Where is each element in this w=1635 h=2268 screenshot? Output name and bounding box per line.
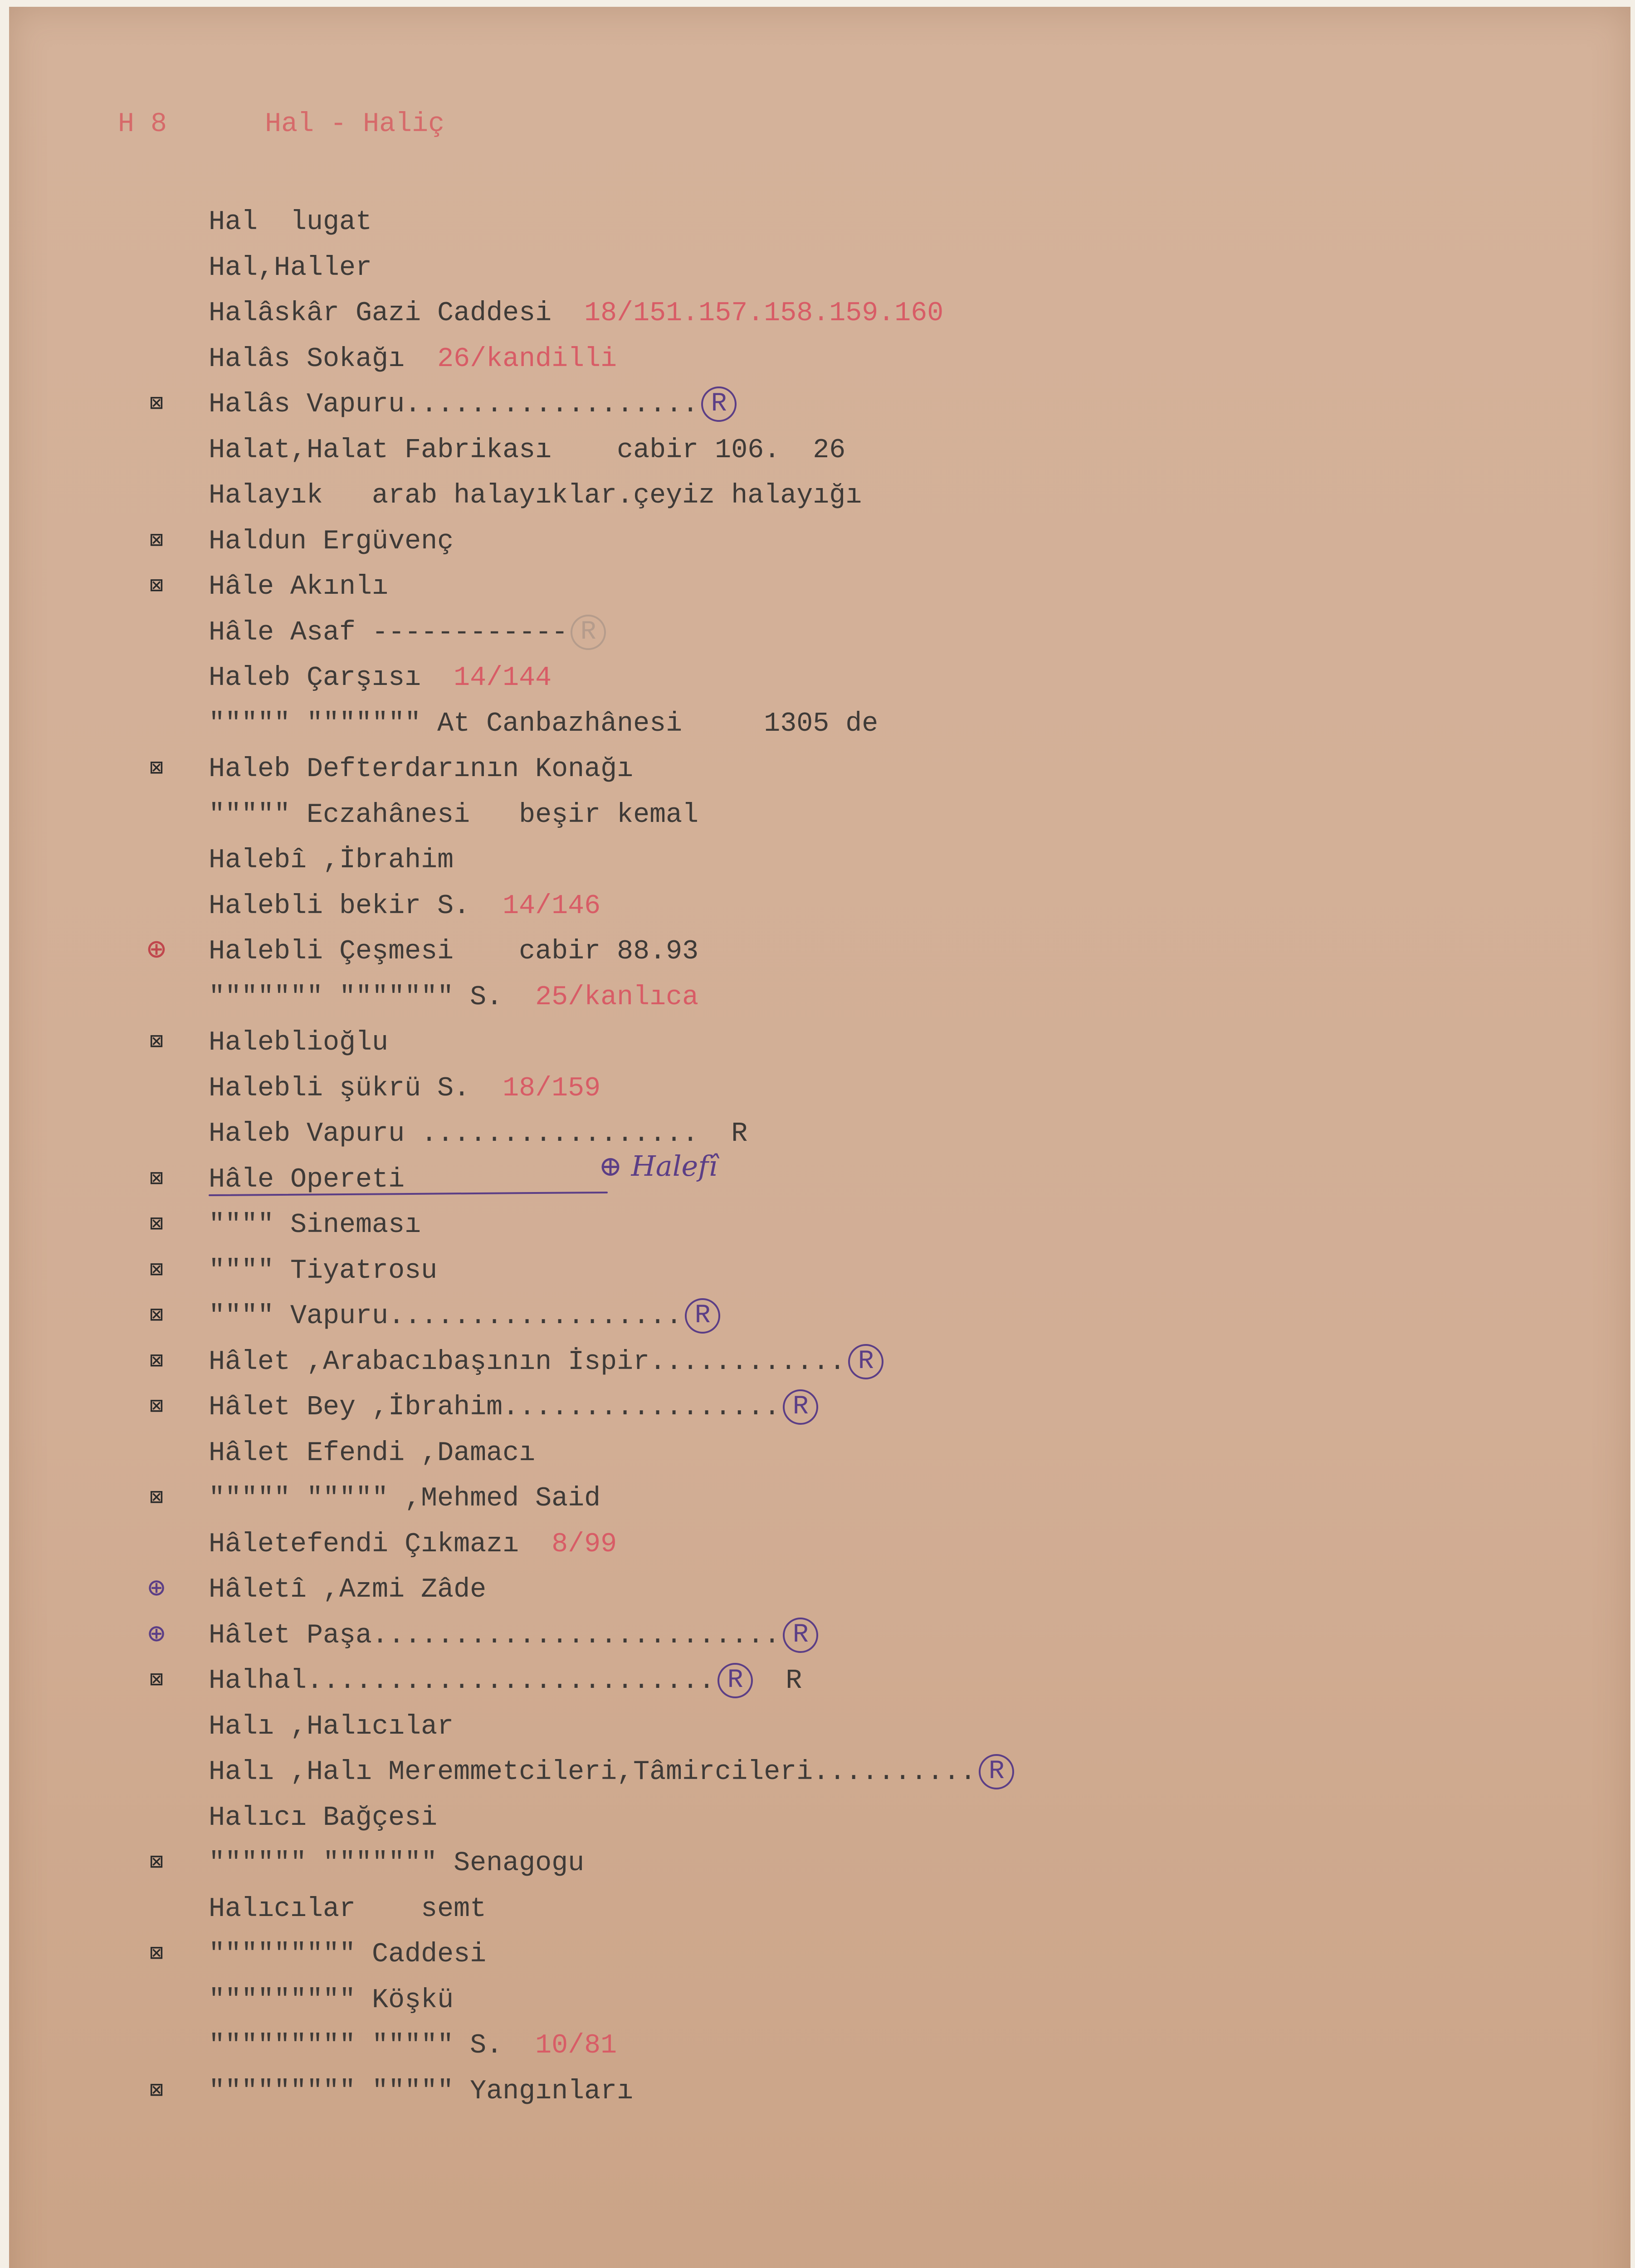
cross-circle-icon: ⊕ <box>147 1619 166 1652</box>
entry-row <box>9 1385 1630 1431</box>
entry-row <box>9 1294 1630 1339</box>
entry-text-line <box>209 1339 883 1385</box>
entry-row <box>9 1149 1630 1203</box>
card-header <box>118 109 444 140</box>
entry-row <box>9 1066 1630 1112</box>
box-mark-icon: ⊠ <box>149 1941 164 1967</box>
entry-text: Halıcı Bağçesi <box>209 1802 438 1833</box>
box-mark-icon: ⊠ <box>149 756 164 782</box>
entry-text: """"""""" """"" S. <box>209 2030 503 2061</box>
entry-text-line <box>209 2023 617 2069</box>
r-stamp-icon: R <box>717 1663 753 1698</box>
entry-text: """" Vapuru.................. <box>209 1301 683 1332</box>
entry-row <box>9 975 1630 1021</box>
entry-text: Halıcılar semt <box>209 1893 487 1925</box>
box-mark-icon: ⊠ <box>149 1394 164 1420</box>
entry-text: Halı ,Halıcılar <box>209 1711 454 1742</box>
entry-text-line <box>209 792 698 838</box>
entry-text-line <box>209 884 600 929</box>
entry-text-line <box>209 1978 454 2024</box>
red-cross-circle-icon: ⊕ <box>146 934 166 969</box>
reference-number: 14/144 <box>454 663 552 694</box>
box-mark-icon: ⊠ <box>149 1850 164 1876</box>
entry-row <box>9 1932 1630 1978</box>
entry-row <box>9 519 1630 565</box>
entry-row <box>9 838 1630 884</box>
r-stamp-icon: R <box>848 1344 883 1379</box>
entry-row <box>9 1795 1630 1841</box>
entry-row <box>9 747 1630 792</box>
entry-text-line <box>209 1567 486 1613</box>
entry-text-line <box>209 1522 617 1568</box>
box-mark-icon: ⊠ <box>149 391 164 417</box>
entry-text: """"""" """"""" S. <box>209 982 503 1013</box>
entry-text: Halebî ,İbrahim <box>209 845 454 876</box>
entry-text-line <box>209 564 388 610</box>
entry-text-line <box>209 1202 421 1248</box>
entry-text: Halayık arab halayıklar.çeyiz halayığı <box>209 480 862 511</box>
box-mark-icon: ⊠ <box>149 1212 164 1238</box>
entry-text: Halhal......................... <box>209 1666 715 1696</box>
entry-text-line <box>209 473 862 519</box>
entry-text-line <box>209 1020 388 1066</box>
entry-text: Hâlet Paşa......................... <box>209 1620 781 1651</box>
entry-text: Halâskâr Gazi Caddesi <box>209 298 552 329</box>
r-stamp-icon: R <box>979 1754 1014 1789</box>
entry-row <box>9 1339 1630 1385</box>
entry-text-line <box>209 1887 486 1932</box>
entry-text-line <box>209 1932 486 1978</box>
entry-text-line <box>209 975 698 1021</box>
entry-text: Hâlet ,Arabacıbaşının İspir............ <box>209 1346 846 1378</box>
entry-text: """" Tiyatrosu <box>209 1255 438 1286</box>
card-code: H 8 <box>118 109 167 140</box>
entry-text: Hal,Haller <box>209 252 372 284</box>
entry-text: Haleb Çarşısı <box>209 663 421 694</box>
entry-text-line <box>209 1385 818 1431</box>
cross-circle-icon: ⊕ <box>147 1574 166 1606</box>
entry-row <box>9 382 1630 428</box>
entry-text-line <box>209 929 698 975</box>
entry-row <box>9 1476 1630 1522</box>
box-mark-icon: ⊠ <box>149 1349 164 1375</box>
entry-row <box>9 337 1630 382</box>
entry-text-line <box>209 1476 600 1522</box>
reference-number: 18/159 <box>503 1073 601 1104</box>
entry-row <box>9 929 1630 975</box>
entry-text: Haleb Defterdarının Konağı <box>209 754 634 785</box>
entry-text: Hal lugat <box>209 207 372 238</box>
entry-text-line <box>209 245 372 291</box>
r-stamp-icon: R <box>783 1389 818 1425</box>
entry-text: Hâle Opereti <box>209 1164 405 1195</box>
entry-row <box>9 1567 1630 1613</box>
entry-text: Hâle Akınlı <box>209 572 389 602</box>
r-stamp-icon: R <box>685 1298 720 1334</box>
entry-text: Halâs Vapuru.................. <box>209 389 699 420</box>
entry-text: Halâs Sokağı <box>209 343 405 375</box>
entry-text-line <box>209 2069 633 2115</box>
entry-text-line <box>209 610 606 656</box>
box-mark-icon: ⊠ <box>149 1303 164 1329</box>
entry-text-line <box>209 655 552 701</box>
entry-row <box>9 564 1630 610</box>
faint-r-stamp-icon: R <box>571 615 606 650</box>
entry-text: """"""""" Köşkü <box>209 1984 454 2016</box>
card-title: Hal - Haliç <box>265 109 445 140</box>
entry-row <box>9 1704 1630 1750</box>
entry-text: Halebli Çeşmesi cabir 88.93 <box>209 936 699 967</box>
reference-number: 25/kanlıca <box>535 982 699 1013</box>
entry-row <box>9 1750 1630 1795</box>
reference-number: 8/99 <box>552 1529 617 1560</box>
entry-text: Haldun Ergüvenç <box>209 526 454 557</box>
r-stamp-icon: R <box>701 386 737 422</box>
entry-text: Hâle Asaf ------------ <box>209 617 568 648</box>
entry-row <box>9 1248 1630 1294</box>
entry-row <box>9 1658 1630 1704</box>
box-mark-icon: ⊠ <box>149 2078 164 2104</box>
entry-text: Halı ,Halı Meremmetcileri,Tâmircileri.......... <box>209 1757 976 1788</box>
entry-text-line <box>209 291 943 337</box>
entry-text: Hâletî ,Azmi Zâde <box>209 1574 487 1605</box>
entry-row <box>9 291 1630 337</box>
entry-text: """"" Eczahânesi beşir kemal <box>209 799 699 831</box>
entry-row <box>9 245 1630 291</box>
entry-row <box>9 1841 1630 1887</box>
box-mark-icon: ⊠ <box>149 1486 164 1511</box>
entry-text-line <box>209 838 454 884</box>
entry-text-line <box>209 747 633 792</box>
entry-row <box>9 1202 1630 1248</box>
entry-row <box>9 1111 1630 1157</box>
entry-row <box>9 1613 1630 1659</box>
entry-text-line <box>209 382 737 428</box>
box-mark-icon: ⊠ <box>149 528 164 554</box>
entry-text-line <box>209 1613 818 1659</box>
reference-number: 10/81 <box>535 2030 617 2061</box>
r-suffix: R <box>731 1119 748 1149</box>
entry-text: Haleb Vapuru ................. <box>209 1119 699 1149</box>
reference-number: 26/kandilli <box>437 343 617 375</box>
entry-list <box>9 200 1630 2114</box>
entry-row <box>9 1020 1630 1066</box>
reference-number: 18/151.157.158.159.160 <box>584 298 944 329</box>
entry-text: Hâletefendi Çıkmazı <box>209 1529 519 1560</box>
r-suffix: R <box>786 1666 802 1696</box>
entry-row <box>9 473 1630 519</box>
entry-text: Halebli şükrü S. <box>209 1073 470 1104</box>
entry-row <box>9 2069 1630 2115</box>
entry-text: Hâlet Bey ,İbrahim................. <box>209 1392 781 1423</box>
entry-row <box>9 1431 1630 1476</box>
box-mark-icon: ⊠ <box>149 1166 164 1193</box>
entry-row <box>9 428 1630 474</box>
entry-text-line <box>209 428 845 474</box>
entry-text: """"" """"" ,Mehmed Said <box>209 1483 601 1514</box>
entry-text-line <box>209 1248 437 1294</box>
r-stamp-icon: R <box>783 1618 818 1653</box>
entry-text-line <box>209 1658 802 1704</box>
entry-text: Halebli bekir S. <box>209 890 470 922</box>
typed-index-card <box>9 7 1630 2268</box>
entry-text: Hâlet Efendi ,Damacı <box>209 1437 536 1469</box>
handwritten-note: ⊕ Halefî <box>599 1149 717 1183</box>
entry-row <box>9 1522 1630 1568</box>
entry-text-line <box>209 1795 437 1841</box>
entry-text-line <box>209 1750 1014 1795</box>
entry-text: Halat,Halat Fabrikası cabir 106. 26 <box>209 435 846 466</box>
entry-text-line <box>209 1294 720 1339</box>
entry-row <box>9 701 1630 747</box>
entry-row <box>9 655 1630 701</box>
entry-text-line <box>209 701 878 747</box>
entry-text-line <box>209 337 617 382</box>
entry-row <box>9 792 1630 838</box>
entry-text: """"""""" Caddesi <box>209 1939 487 1970</box>
entry-text: Haleblioğlu <box>209 1027 389 1058</box>
reference-number: 14/146 <box>503 890 601 922</box>
entry-text-line <box>209 1841 584 1887</box>
entry-row <box>9 610 1630 656</box>
entry-text: """"" """"""" At Canbazhânesi 1305 de <box>209 708 879 739</box>
entry-text: """""" """"""" Senagogu <box>209 1848 585 1879</box>
entry-text: """"""""" """"" Yangınları <box>209 2076 634 2107</box>
entry-row <box>9 2023 1630 2069</box>
entry-text: """" Sineması <box>209 1210 421 1241</box>
box-mark-icon: ⊠ <box>149 1030 164 1056</box>
box-mark-icon: ⊠ <box>149 1257 164 1284</box>
box-mark-icon: ⊠ <box>149 574 164 600</box>
entry-text-line <box>209 1704 454 1750</box>
entry-text-line <box>209 200 372 245</box>
box-mark-icon: ⊠ <box>149 1668 164 1694</box>
entry-text-line <box>209 1066 600 1112</box>
entry-row <box>9 1978 1630 2024</box>
entry-text-line <box>209 519 454 565</box>
entry-row <box>9 200 1630 245</box>
entry-row <box>9 884 1630 929</box>
entry-text-line <box>209 1431 535 1476</box>
entry-row <box>9 1887 1630 1932</box>
